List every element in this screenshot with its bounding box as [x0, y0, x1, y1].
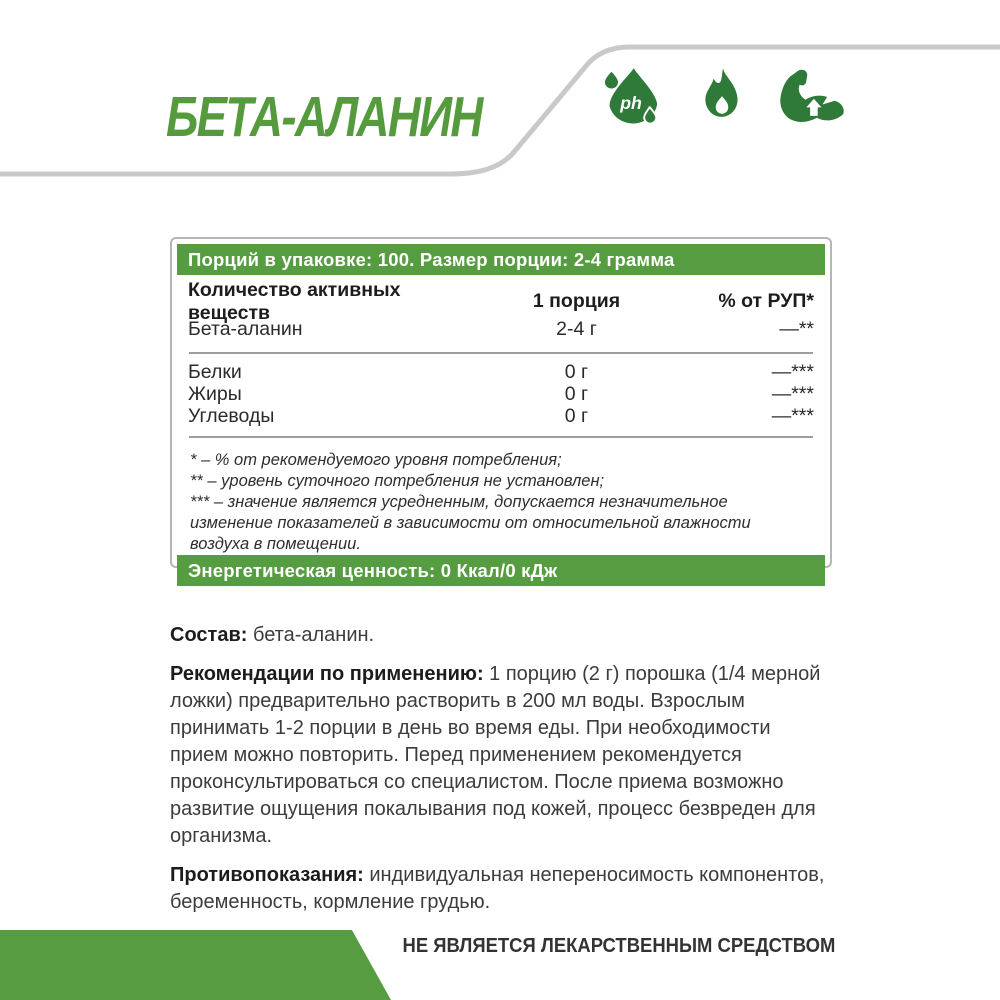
contraindications-text: индивидуальная непереносимость компонентов, беременность, кормление грудью.	[170, 864, 825, 913]
servings-bar: Порций в упаковке: 100. Размер порции: 2-4 грамма	[177, 244, 825, 275]
svg-text:ph: ph	[620, 93, 642, 114]
composition-text: бета-аланин.	[247, 624, 375, 646]
composition-label: Состав:	[170, 624, 248, 646]
row-rup: —***	[771, 404, 814, 427]
row-name: Углеводы	[188, 404, 275, 427]
row-serving: 0 г	[564, 360, 589, 383]
row-rup: —***	[771, 360, 814, 383]
row-name: Бета-аланин	[188, 317, 303, 340]
composition-paragraph	[170, 622, 825, 649]
contraindications-label: Противопоказания:	[170, 864, 364, 886]
recommendations-paragraph	[170, 661, 825, 850]
muscle-icon	[776, 68, 848, 124]
footnote-line: *** – значение является усредненным, допускается незначительное изменение показателей в зависимости от относительной влажности воздуха в помещении.	[190, 493, 751, 553]
table-row	[188, 361, 814, 383]
footnote-line: * – % от рекомендуемого уровня потребления;	[190, 451, 562, 469]
facts-table	[177, 275, 825, 555]
footer-green-shape	[0, 930, 391, 1000]
column-header-name: Количество активных веществ	[188, 278, 401, 324]
row-serving: 0 г	[564, 382, 589, 405]
table-row	[188, 405, 814, 427]
table-divider	[189, 352, 813, 354]
footer-disclaimer: НЕ ЯВЛЯЕТСЯ ЛЕКАРСТВЕННЫМ СРЕДСТВОМ	[402, 934, 836, 957]
recommendations-label: Рекомендации по применению:	[170, 663, 484, 685]
row-rup: —***	[771, 382, 814, 405]
row-serving: 0 г	[564, 404, 589, 427]
product-title: БЕТА-АЛАНИН	[166, 85, 482, 149]
row-rup: —**	[779, 317, 814, 340]
row-name: Жиры	[188, 382, 242, 405]
supplement-facts-panel	[170, 237, 832, 581]
table-row	[188, 315, 814, 343]
column-header-rup: % от РУП*	[718, 290, 814, 312]
row-name: Белки	[188, 360, 242, 383]
macro-rows	[188, 361, 814, 427]
table-row	[188, 383, 814, 405]
ph-drop-icon	[602, 68, 662, 124]
row-serving: 2-4 г	[556, 317, 597, 340]
flame-icon	[696, 68, 748, 120]
recommendations-text: 1 порцию (2 г) порошка (1/4 мерной ложки) предварительно растворить в 200 мл воды. Взрослым принимать 1-2 порции в день во время еды. При необходимости прием можно повторить. Перед применением рекомендуется проконсультироваться со специалистом. После приема возможно развитие ощущения покалывания под кожей, процесс безвреден для организма.	[170, 663, 821, 847]
footnotes	[188, 438, 814, 555]
facts-header-row	[188, 275, 814, 324]
contraindications-paragraph	[170, 862, 825, 916]
column-header-serving: 1 порция	[532, 290, 621, 312]
info-section	[170, 622, 825, 928]
footnote-line: ** – уровень суточного потребления не установлен;	[190, 472, 605, 490]
energy-bar: Энергетическая ценность: 0 Ккал/0 кДж	[177, 555, 825, 586]
